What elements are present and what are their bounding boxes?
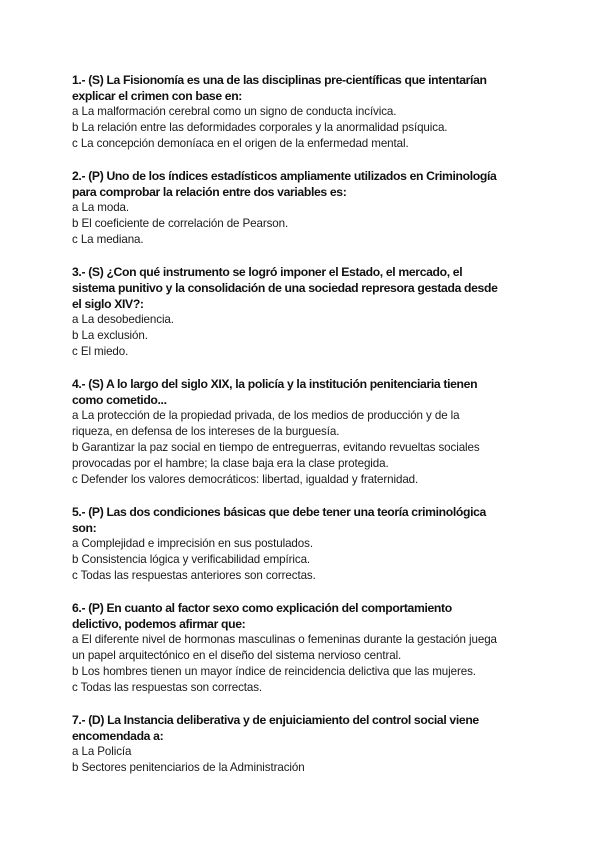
answer-option-line: b La exclusión.	[72, 329, 148, 342]
question-title-line: delictivo, podemos afirmar que:	[72, 617, 246, 631]
document-page	[72, 72, 552, 792]
answer-option-line: a La protección de la propiedad privada, de los medios de producción y de la	[72, 409, 460, 422]
question-title-line: explicar el crimen con base en:	[72, 89, 243, 103]
question-5	[72, 504, 552, 584]
answer-option-line: a La malformación cerebral como un signo de conducta incívica.	[72, 105, 397, 118]
question-title-line: 4.- (S) A lo largo del siglo XIX, la policía y la institución penitenciaria tienen	[72, 377, 478, 391]
question-title-line: 2.- (P) Uno de los índices estadísticos ampliamente utilizados en Criminología	[72, 169, 497, 183]
answer-option-line: b Los hombres tienen un mayor índice de reincidencia delictiva que las mujeres.	[72, 665, 476, 678]
question-title-line: 6.- (P) En cuanto al factor sexo como explicación del comportamiento	[72, 601, 452, 615]
answer-option-line: b Garantizar la paz social en tiempo de entreguerras, evitando revueltas sociales	[72, 441, 480, 454]
answer-option-line: a Complejidad e imprecisión en sus postulados.	[72, 537, 313, 550]
question-6	[72, 600, 552, 696]
answer-option-line: c Todas las respuestas son correctas.	[72, 681, 263, 694]
question-7	[72, 712, 552, 776]
answer-option-line: provocadas por el hambre; la clase baja era la clase protegida.	[72, 457, 389, 470]
answer-option-line: b El coeficiente de correlación de Pearson.	[72, 217, 289, 230]
question-4	[72, 376, 552, 488]
answer-option-line: un papel arquitectónico en el diseño del sistema nervioso central.	[72, 649, 402, 662]
answer-option-line: c La mediana.	[72, 233, 144, 246]
question-title-line: son:	[72, 521, 97, 535]
question-title-line: encomendada a:	[72, 729, 164, 743]
question-1	[72, 72, 552, 152]
question-title-line: como cometido...	[72, 393, 167, 407]
answer-option-line: c El miedo.	[72, 345, 129, 358]
answer-option-line: c Todas las respuestas anteriores son correctas.	[72, 569, 316, 582]
answer-option-line: b La relación entre las deformidades corporales y la anormalidad psíquica.	[72, 121, 448, 134]
question-title-line: 5.- (P) Las dos condiciones básicas que debe tener una teoría criminológica	[72, 505, 486, 519]
question-title-line: 1.- (S) La Fisionomía es una de las disciplinas pre-científicas que intentarían	[72, 73, 487, 87]
question-title-line: el siglo XIV?:	[72, 297, 144, 311]
question-3	[72, 264, 552, 360]
answer-option-line: a La moda.	[72, 201, 130, 214]
answer-option-line: c Defender los valores democráticos: libertad, igualdad y fraternidad.	[72, 473, 419, 486]
answer-option-line: a El diferente nivel de hormonas masculinas o femeninas durante la gestación juega	[72, 633, 497, 646]
question-title-line: 7.- (D) La Instancia deliberativa y de enjuiciamiento del control social viene	[72, 713, 479, 727]
answer-option-line: b Sectores penitenciarios de la Administración	[72, 761, 305, 774]
answer-option-line: c La concepción demoníaca en el origen de la enfermedad mental.	[72, 137, 409, 150]
question-title-line: para comprobar la relación entre dos variables es:	[72, 185, 347, 199]
question-title-line: sistema punitivo y la consolidación de una sociedad represora gestada desde	[72, 281, 498, 295]
question-2	[72, 168, 552, 248]
answer-option-line: riqueza, en defensa de los intereses de la burguesía.	[72, 425, 340, 438]
answer-option-line: a La Policía	[72, 745, 132, 758]
answer-option-line: b Consistencia lógica y verificabilidad empírica.	[72, 553, 311, 566]
answer-option-line: a La desobediencia.	[72, 313, 174, 326]
question-title-line: 3.- (S) ¿Con qué instrumento se logró imponer el Estado, el mercado, el	[72, 265, 463, 279]
